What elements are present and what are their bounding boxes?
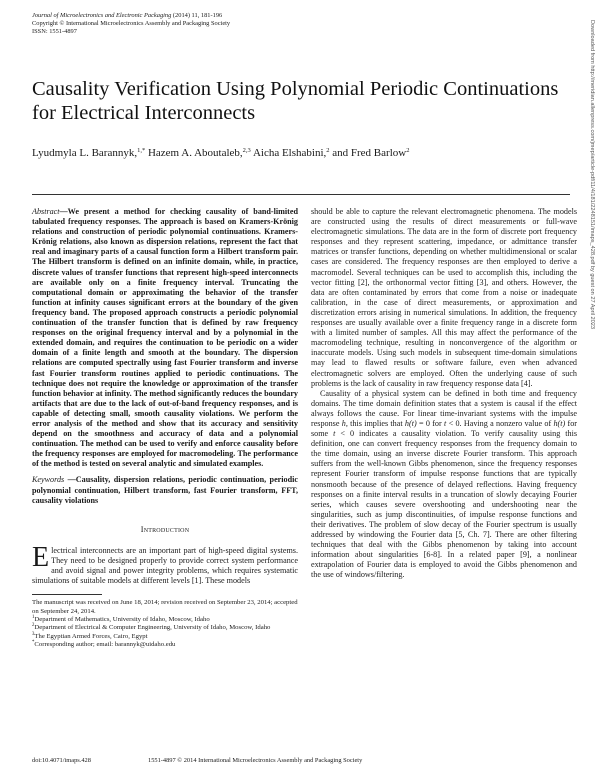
- keywords: [32, 475, 298, 505]
- journal-header: [32, 12, 452, 37]
- affiliation-text: The Egyptian Armed Forces, Cairo, Egypt: [34, 632, 148, 640]
- footnotes: [32, 599, 298, 649]
- affiliation-note: [32, 633, 298, 641]
- author-affiliation-mark: 2,3: [242, 147, 251, 154]
- author-affiliation-mark: 2: [406, 147, 410, 154]
- abstract-label: Abstract: [32, 207, 60, 216]
- math-symbol: h(t): [404, 418, 417, 428]
- footnote-divider: [32, 594, 102, 595]
- affiliation-note: [32, 624, 298, 632]
- footer-issn: 1551-4897 © 2014 International Microelectronics Assembly and Packaging Society: [148, 757, 363, 764]
- received-note: The manuscript was received on June 18, 2014; revision received on September 23, 2014; accepted on September 24, 2014.: [32, 599, 298, 615]
- text-run: Causality of a physical system can be defined in both time and frequency domains. The time domain definition states that a system is causal if the effect always follows the cause. For linear time-invariant systems with the impulse response: [311, 388, 577, 428]
- body-paragraph: should be able to capture the relevant electromagnetic phenomena. The models are constructed using the results of direct measurements or full-wave electromagnetic simulations. The data are in the form of discrete port frequency responses and they represent scattering, impedance, or admittance transfer matrices or transfer functions, depending on whether multidimensional or scalar cases are considered. The frequency responses are then employed to derive a macromodel. Several techniques can be used to accomplish this, including the vector fitting [2], the orthonormal vector fitting [3], and others. However, the data are often contaminated by errors that come from a noise or inadequate calibration, in the case of direct measurements, or approximation and discretization errors arising in numerical simulations. In addition, the frequency responses are usually available over a finite frequency range in a discrete form with a limited number of samples. All this may affect the performance of the macromodeling technique, resulting in nonconvergence of the algorithm or inaccurate models. Using such models in subsequent time-domain simulations may lead to flawed results or software failure, even when advanced electromagnetic solvers are employed. Often the underlying cause of such problems is the lack of causality in raw frequency response data [4].: [311, 207, 577, 388]
- author-list: [32, 146, 572, 160]
- math-symbol: t: [444, 418, 447, 428]
- author-affiliation-mark: 2: [326, 147, 330, 154]
- affiliation-text: Department of Mathematics, University of Idaho, Moscow, Idaho: [34, 616, 210, 623]
- author-name: Hazem A. Aboutaleb,: [145, 147, 243, 159]
- abstract: [32, 207, 298, 469]
- corresponding-author-note: [32, 641, 298, 649]
- math-symbol: t: [333, 429, 336, 439]
- author-affiliation-mark: 1,*: [137, 147, 146, 154]
- copyright-line: Copyright © International Microelectronics Assembly and Packaging Society: [32, 20, 231, 28]
- keywords-text: —Causality, dispersion relations, periodic continuation, periodic polynomial continuation, Hilbert transform, fast Fourier transform, FFT, causality violations: [32, 475, 298, 505]
- journal-name: Journal of Microelectronics and Electronic Packaging: [32, 12, 172, 19]
- text-run: for some: [311, 418, 578, 439]
- text-run: < 0 indicates a causality violation. To verify causality using this definition, one can convert frequency responses from the frequency domain to the time domain, using an inverse discrete Fourier transform. This approach suffers from the well-known Gibbs phenomenon, since the frequency responses represent Fourier transform of impulse response functions that are typically nonsmooth because of the presence of delayed reflections. Having frequency responses on a finite interval results in a truncation of slowly decaying Fourier series, which causes severe overshooting and undershooting near the singularities, such as jump discontinuities, of impulse response functions and their derivatives. The problem of slow decay of the Fourier spectrum is usually addressed by windowing the Fourier data [5, Ch. 7]. There are other filtering techniques that deal with the Gibbs phenomenon by taking into account information about singularities [6-8]. In a related paper [9], a nonlinear extrapolation of Fourier data is employed to avoid the Gibbs phenomenon and the use of windows/filtering.: [311, 429, 578, 580]
- doi-link[interactable]: doi:10.4071/imaps.428: [32, 757, 91, 764]
- introduction-text: lectrical interconnects are an important part of high-speed digital systems. They need to be designed properly to provide correct system performance and avoid signal and power integrity problems, which requires systematic simulations of suitable models at different levels [1]. These models: [32, 545, 298, 586]
- corresponding-author-text: Corresponding author; email: barannyk@uidaho.edu: [34, 641, 176, 649]
- math-symbol: h: [341, 418, 346, 428]
- math-symbol: h(t): [553, 418, 566, 428]
- footnote-mark: *: [32, 640, 35, 646]
- right-column: [311, 207, 577, 580]
- paper-title: Causality Verification Using Polynomial Periodic Continuations for Electrical Interconnects: [32, 78, 559, 124]
- introduction-paragraph: [32, 541, 298, 586]
- watermark-text: Downloaded from http://meridian.allenpress.com/jmep/article-pdf/11/4/181/2248151/imaps_428.pdf by guest on 27 April 2023: [589, 20, 595, 329]
- text-run: = 0 for: [416, 418, 445, 428]
- abstract-text: —We present a method for checking causality of band-limited tabulated frequency responses. The approach is based on Kramers-Krönig relations and construction of periodic polynomial continuations. Kramers-Krönig relations, also known as dispersion relations, represent the fact that real and imaginary parts of a causal function form a Hilbert transform pair. The Hilbert transform is defined on an infinite domain, while, in practice, discrete values of transfer functions that represent high-speed interconnects are available only on a finite frequency interval. Truncating the computational domain or approximating the behavior of the transfer function at infinity causes significant errors at the boundary of the given frequency band. The proposed approach constructs a periodic polynomial continuation of the transfer function that is defined by raw frequency responses on the original frequency interval and by a polynomial in the extended domain, and requires the continuation to be periodic on a wider domain of a finite length and smooth at the boundary. The dispersion relations are computed spectrally using fast Fourier transform and inverse fast Fourier transform routines applied to periodic continuations. The technique does not require the knowledge or approximation of the transfer function behavior at infinity. The method significantly reduces the boundary artifacts that are due to the lack of out-of-band frequency responses, and is capable of detecting small, smooth causality violations. We perform the error analysis of the method and show that its accuracy and sensitivity depend on the smoothness and accuracy of data and a polynomial continuation. The method can be used to verify and enforce causality before the frequency responses are employed for macromodeling. The performance of the method is tested on several analytic and simulated examples.: [32, 207, 298, 469]
- body-paragraph: [311, 389, 577, 581]
- footnote-mark: 1: [32, 615, 35, 620]
- issn-line: ISSN: 1551-4897: [32, 28, 77, 36]
- text-run: < 0. Having a nonzero value of: [446, 418, 554, 428]
- title-divider: [32, 194, 570, 195]
- download-watermark: [586, 20, 596, 580]
- text-run: , this implies that: [345, 418, 405, 428]
- section-heading-introduction: Introduction: [140, 524, 190, 534]
- author-name: and Fred Barlow: [329, 147, 407, 159]
- footnote-mark: 3: [32, 631, 35, 637]
- left-column: [32, 207, 298, 650]
- journal-citation: (2014) 11, 181-196: [171, 12, 223, 19]
- affiliation-text: Department of Electrical & Computer Engineering, University of Idaho, Moscow, Idaho: [34, 624, 271, 632]
- drop-cap: E: [32, 541, 50, 573]
- author-name: Lyudmyla L. Barannyk,: [32, 147, 138, 159]
- footnote-mark: 2: [32, 623, 35, 629]
- author-name: Aicha Elshabini,: [250, 147, 327, 159]
- keywords-label: Keywords: [32, 475, 65, 485]
